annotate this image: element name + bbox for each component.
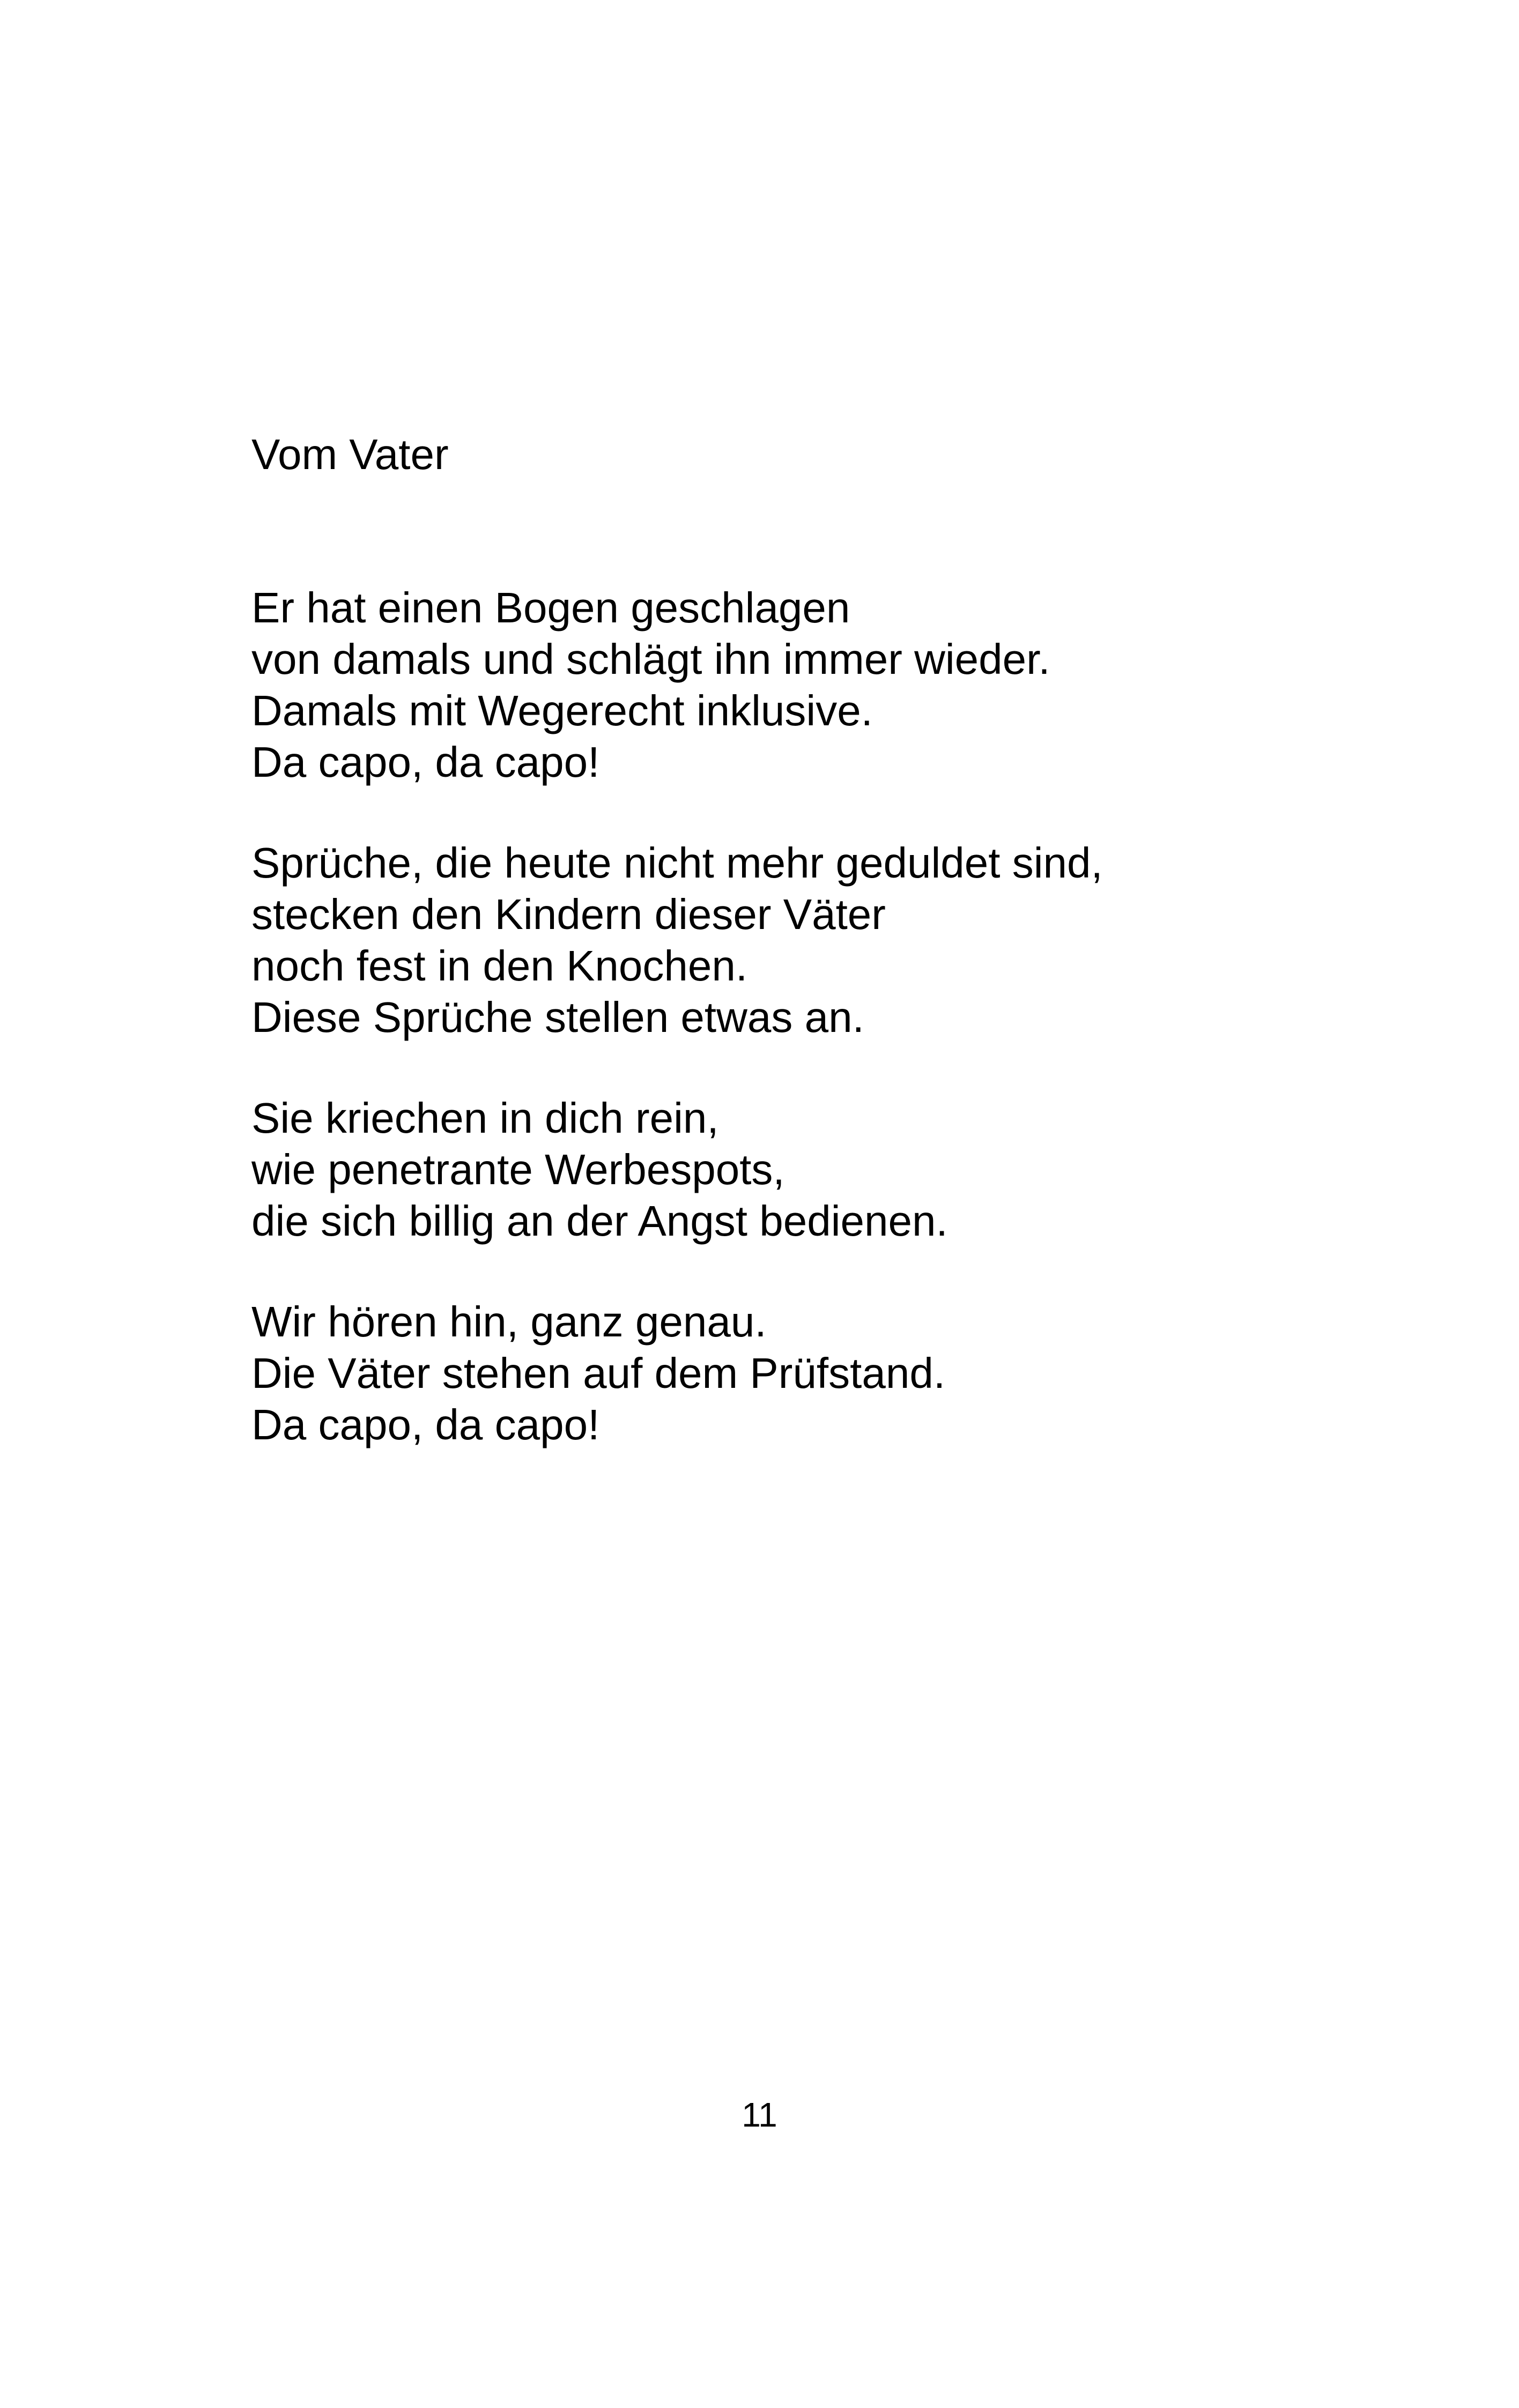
poem-line: Er hat einen Bogen geschlagen — [251, 584, 850, 631]
poem-line: stecken den Kindern dieser Väter — [251, 890, 886, 938]
poem-line: Da capo, da capo! — [251, 1401, 600, 1448]
stanza-4 — [251, 1296, 945, 1451]
poem-line: Die Väter stehen auf dem Prüfstand. — [251, 1349, 946, 1397]
poem-line: Sprüche, die heute nicht mehr geduldet sind, — [251, 839, 1103, 887]
stanza-1 — [251, 582, 1050, 788]
poem-line: Sie kriechen in dich rein, — [251, 1094, 719, 1142]
poem-line: Da capo, da capo! — [251, 738, 600, 786]
poem-line: Wir hören hin, ganz genau. — [251, 1298, 767, 1346]
poem-line: noch fest in den Knochen. — [251, 942, 748, 990]
poem-line: die sich billig an der Angst bedienen. — [251, 1197, 948, 1245]
poem-line: von damals und schlägt ihn immer wieder. — [251, 635, 1050, 683]
poem-line: Damals mit Wegerecht inklusive. — [251, 687, 873, 734]
poem-title: Vom Vater — [251, 430, 449, 478]
poem-line: Diese Sprüche stellen etwas an. — [251, 993, 864, 1041]
stanza-2 — [251, 837, 1103, 1043]
page-number: 11 — [742, 2095, 777, 2134]
poem-line: wie penetrante Werbespots, — [251, 1146, 785, 1193]
stanza-3 — [251, 1092, 948, 1247]
